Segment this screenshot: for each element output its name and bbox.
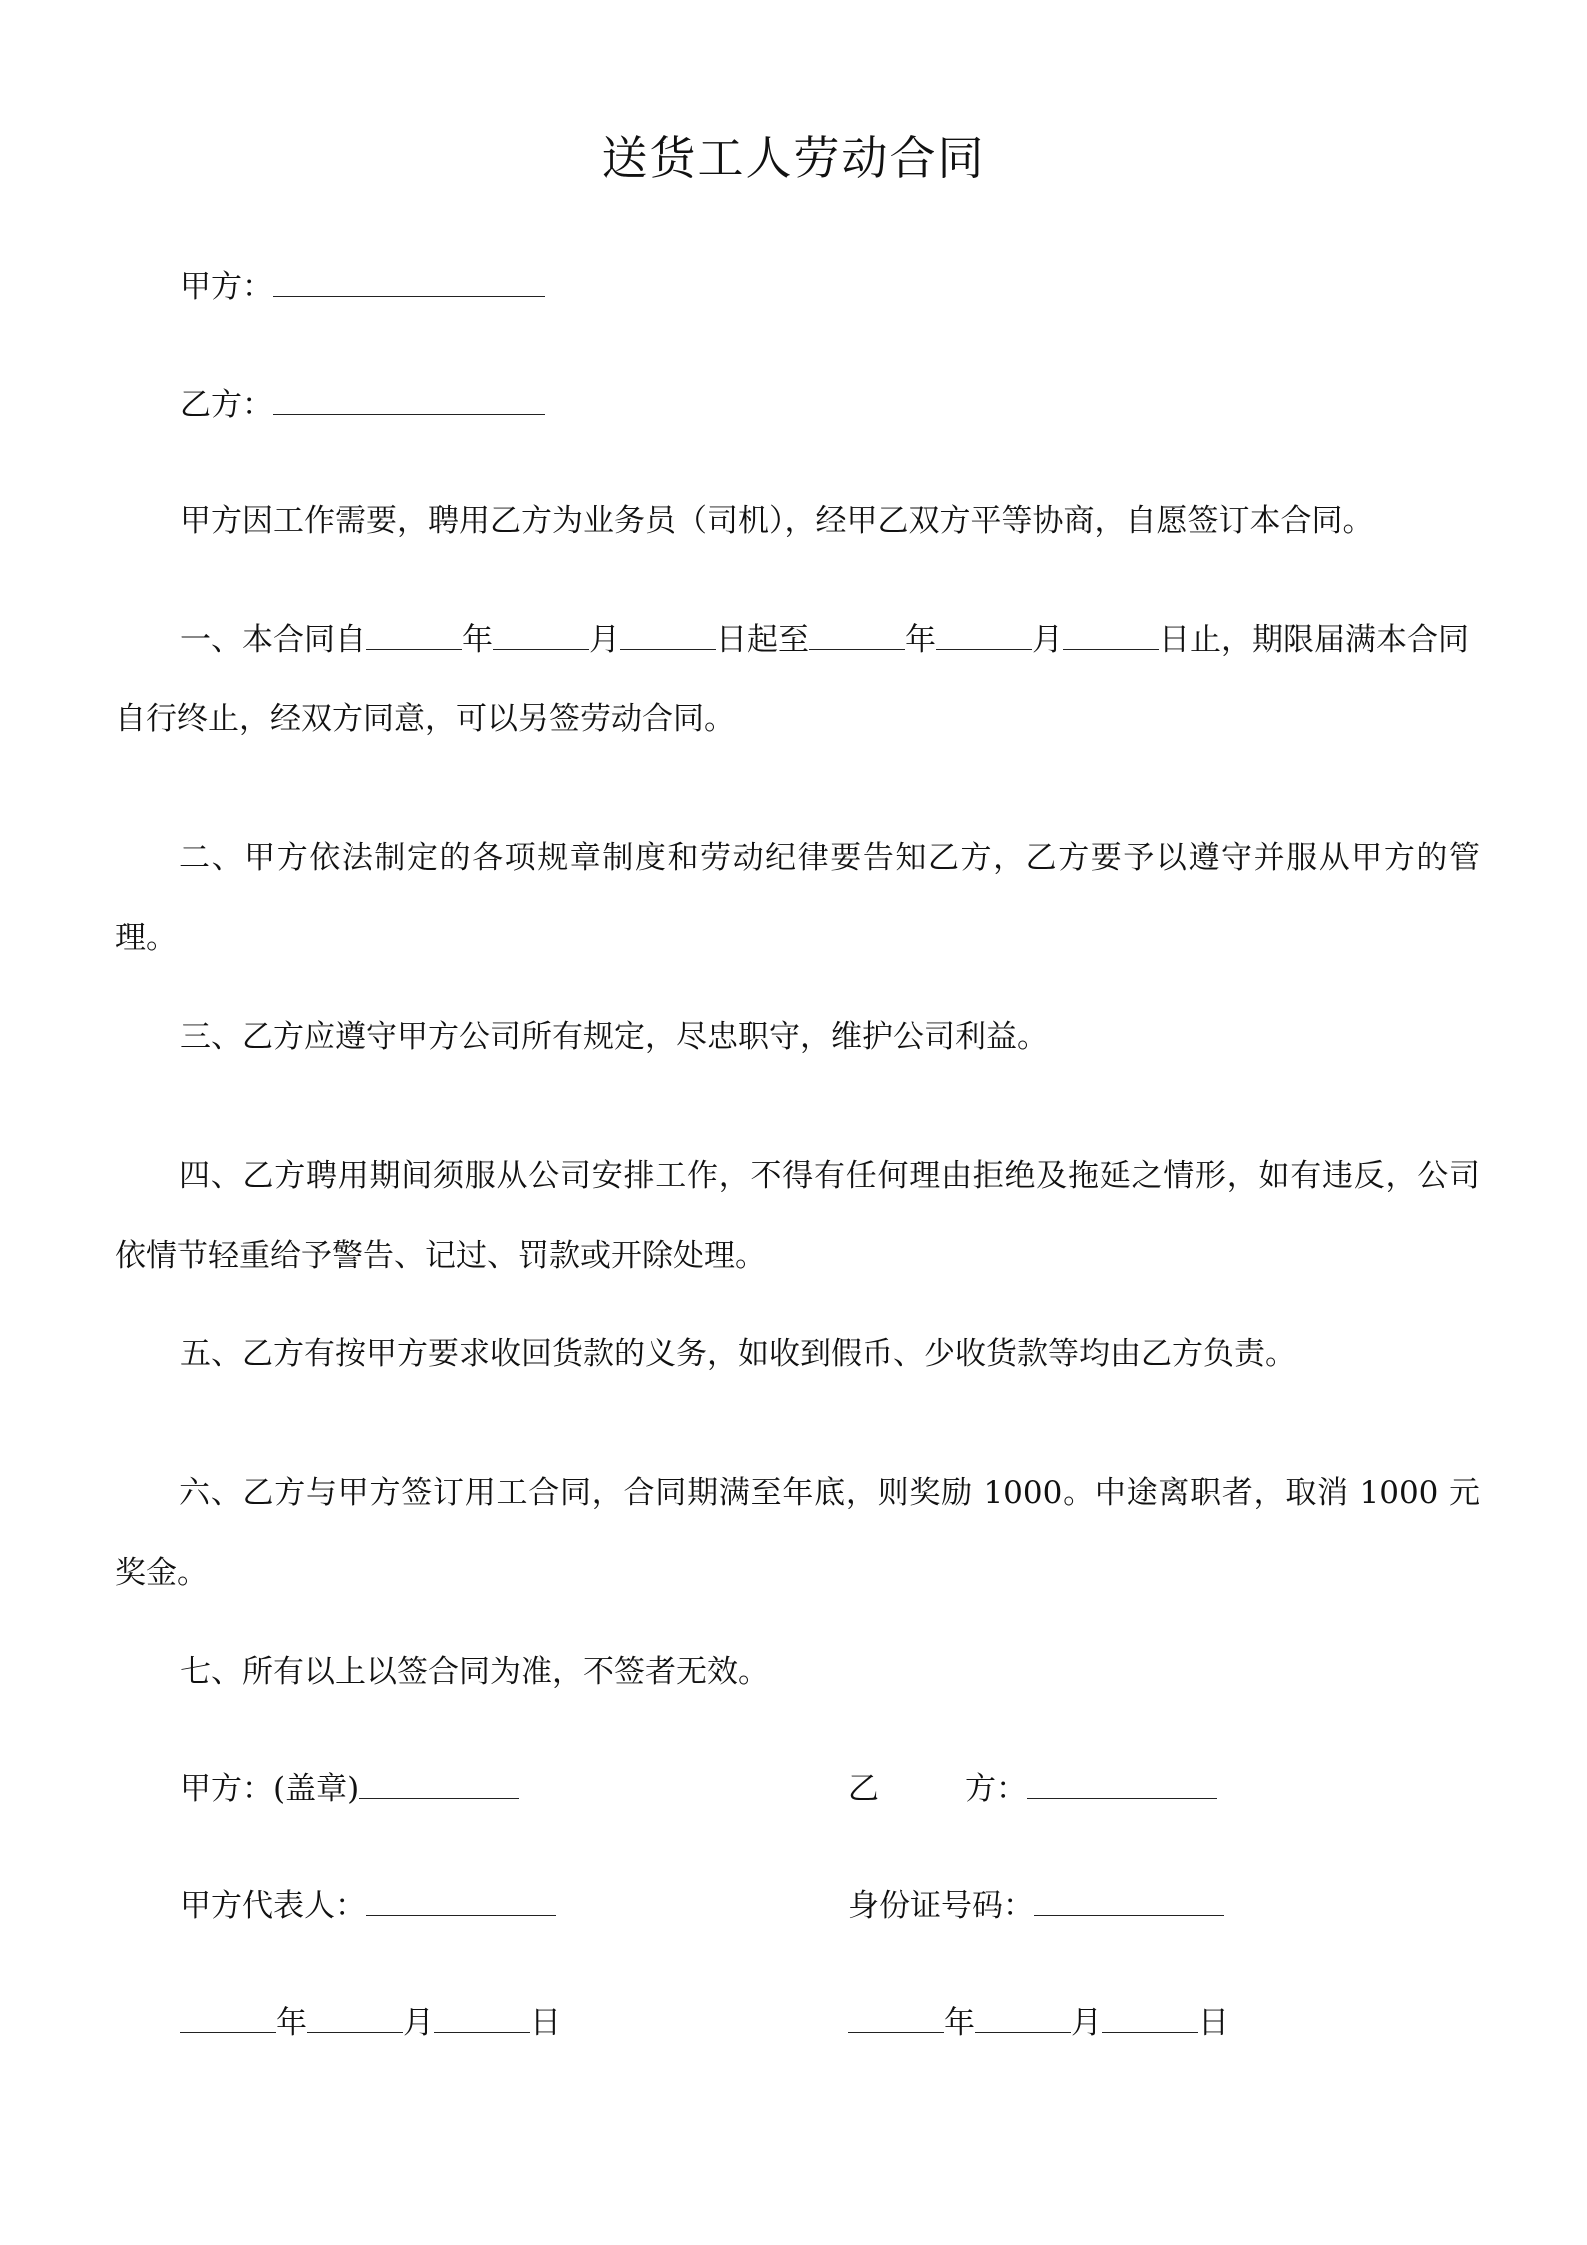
clause-1-year2-label: 年 [905,622,936,658]
party-b-year-blank [848,2002,944,2033]
party-a-month-blank [307,2002,403,2033]
party-a-seal-line [180,1768,519,1809]
party-b-line [180,384,545,425]
party-b-sign-line [848,1768,1217,1809]
clause-1-month2-label: 月 [1032,622,1063,658]
party-b-day-blank [1102,2002,1198,2033]
party-a-day-blank [434,2002,530,2033]
party-b-sign-blank [1027,1768,1217,1799]
party-a-seal-blank [359,1768,519,1799]
party-a-rep-label: 甲方代表人： [180,1888,366,1924]
start-month-blank [493,619,589,650]
end-year-blank [809,619,905,650]
party-a-rep-blank [366,1885,556,1916]
clause-4: 四、乙方聘用期间须服从公司安排工作，不得有任何理由拒绝及拖延之情形，如有违反，公司依情节轻重给予警告、记过、罚款或开除处理。 [115,1158,1480,1274]
party-a-date-line [180,2002,561,2043]
clause-7: 七、所有以上以签合同为准，不签者无效。 [180,1654,769,1690]
clause-5: 五、乙方有按甲方要求收回货款的义务，如收到假币、少收货款等均由乙方负责。 [180,1336,1296,1372]
party-a-label: 甲方： [180,269,273,305]
party-b-day-label: 日 [1198,2005,1229,2041]
clause-1-line-2: 自行终止，经双方同意，可以另签劳动合同。 [115,701,735,737]
id-number-label: 身份证号码： [848,1888,1034,1924]
clause-3: 三、乙方应遵守甲方公司所有规定，尽忠职守，维护公司利益。 [180,1019,1048,1055]
party-b-month-blank [975,2002,1071,2033]
party-a-rep-line [180,1885,556,1926]
party-b-year-label: 年 [944,2005,975,2041]
party-b-date-line [848,2002,1229,2043]
party-b-blank [273,384,545,415]
clause-1-year-label: 年 [462,622,493,658]
party-a-line [180,266,545,307]
intro-paragraph: 甲方因工作需要，聘用乙方为业务员（司机），经甲乙双方平等协商，自愿签订本合同。 [180,503,1374,539]
start-day-blank [620,619,716,650]
clause-1-until-label: 日止，期限届满本合同 [1159,622,1469,658]
clause-1-line-1 [180,619,1469,660]
party-a-blank [273,266,545,297]
party-b-month-label: 月 [1071,2005,1102,2041]
party-a-day-label: 日 [530,2005,561,2041]
end-day-blank [1063,619,1159,650]
clause-1-from-label: 日起至 [716,622,809,658]
start-year-blank [366,619,462,650]
party-a-year-label: 年 [276,2005,307,2041]
party-b-sign-char-2: 方： [965,1771,1027,1807]
party-a-month-label: 月 [403,2005,434,2041]
party-a-seal-label: 甲方：(盖章) [180,1771,360,1807]
page-title: 送货工人劳动合同 [601,131,986,185]
id-number-blank [1034,1885,1224,1916]
id-number-line [848,1885,1224,1926]
party-b-label: 乙方： [180,387,273,423]
party-b-sign-char-1: 乙 [848,1771,879,1807]
clause-1-prefix: 一、本合同自 [180,622,366,658]
clause-6: 六、乙方与甲方签订用工合同，合同期满至年底，则奖励 1000。中途离职者，取消 1000 元奖金。 [115,1475,1480,1591]
party-a-year-blank [180,2002,276,2033]
clause-1-month-label: 月 [589,622,620,658]
clause-2: 二、甲方依法制定的各项规章制度和劳动纪律要告知乙方，乙方要予以遵守并服从甲方的管理。 [115,840,1480,956]
end-month-blank [936,619,1032,650]
